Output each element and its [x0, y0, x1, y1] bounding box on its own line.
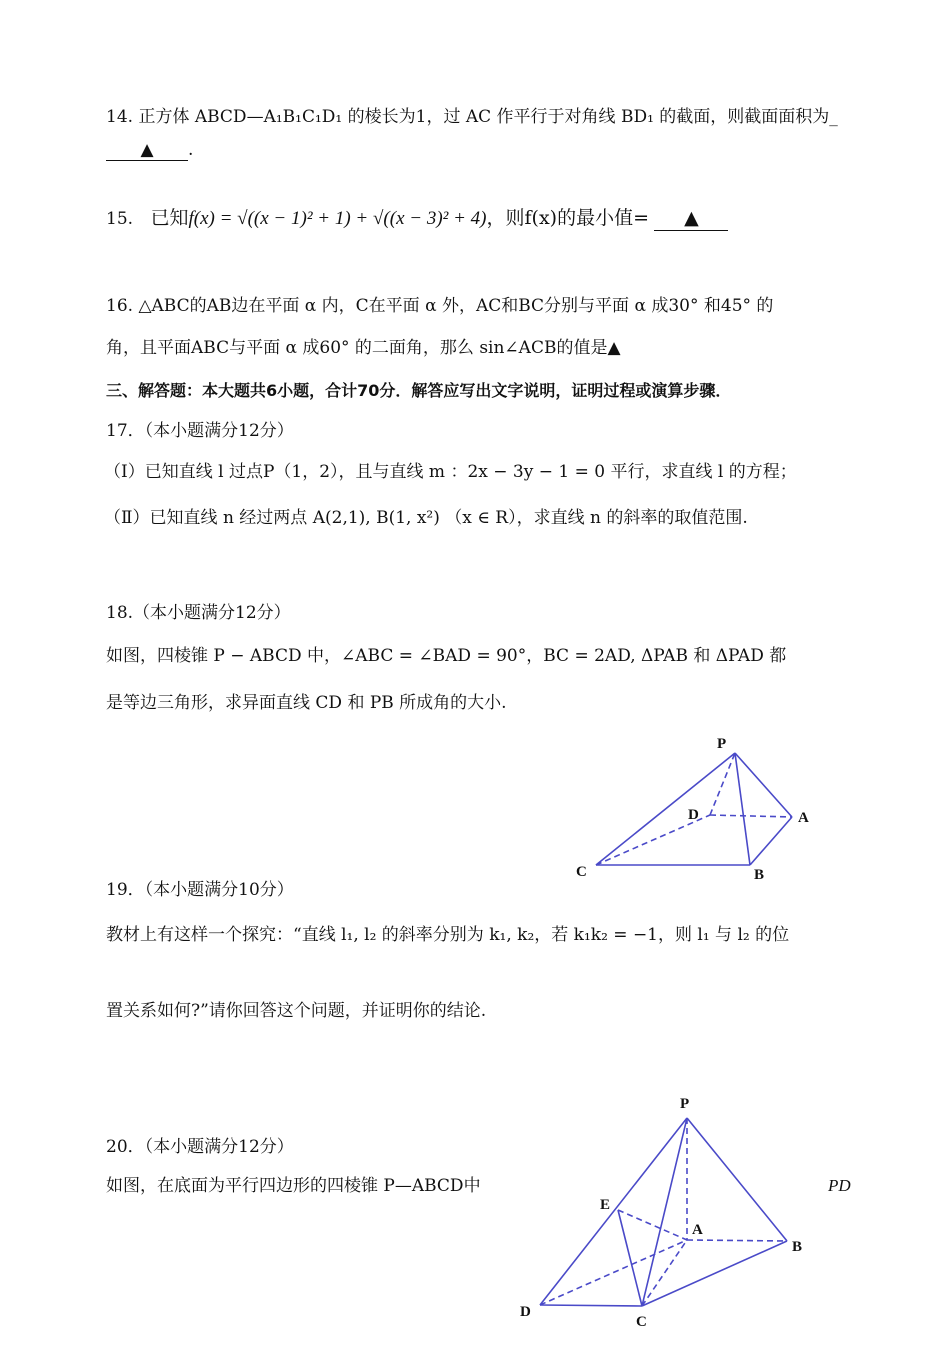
q19-line1: 教材上有这样一个探究：“直线 l₁, l₂ 的斜率分别为 k₁, k₂，若 k₁k₂ = −1，则 l₁ 与 l₂ 的位: [106, 925, 790, 945]
q18-line2: 是等边三角形，求异面直线 CD 和 PB 所成角的大小.: [106, 693, 507, 713]
q15-answer-blank: ▲: [654, 207, 728, 231]
q20-label-e: E: [600, 1197, 611, 1213]
q20-label-c: C: [636, 1314, 647, 1330]
q14-line1: [106, 107, 838, 127]
q18-label-b: B: [754, 867, 765, 883]
q20-line1: 如图，在底面为平行四边形的四棱锥 P—ABCD中: [106, 1176, 481, 1196]
q20-pyramid-figure: [510, 1090, 820, 1335]
section-3-heading: 三、解答题：本大题共6小题，合计70分．解答应写出文字说明，证明过程或演算步骤．: [106, 381, 732, 400]
q18-pyramid-figure: [560, 730, 830, 890]
q20-label-b: B: [792, 1239, 803, 1255]
q16-line2: [106, 338, 621, 358]
q20-cut-text: PD: [828, 1176, 851, 1195]
q15-prefix: 已知: [150, 207, 189, 229]
q14-answer-blank: ▲: [106, 140, 188, 161]
q19-line2: 置关系如何?”请你回答这个问题，并证明你的结论.: [106, 1001, 487, 1021]
q16-line1: 16. △ABC的AB边在平面 α 内，C在平面 α 外，AC和BC分别与平面 α 成30° 和45° 的: [106, 296, 774, 316]
q18-label-p: P: [717, 736, 727, 752]
q16-text: 角，且平面ABC与平面 α 成60° 的二面角，那么 sin∠ACB的值是: [106, 338, 608, 358]
q20-header: 20．（本小题满分12分）: [106, 1137, 294, 1157]
q17-header: 17．（本小题满分12分）: [106, 421, 294, 441]
q14-line2: [106, 140, 193, 161]
q15-formula: f(x) = √((x − 1)² + 1) + √((x − 3)² + 4): [188, 208, 487, 229]
q19-header: 19．（本小题满分10分）: [106, 880, 294, 900]
q17-part1: （Ⅰ）已知直线 l 过点P（1，2），且与直线 m ：2x − 3y − 1 = 0 平行，求直线 l 的方程；: [104, 462, 797, 482]
q18-label-d: D: [688, 807, 699, 823]
q18-header: 18.（本小题满分12分）: [106, 603, 291, 623]
q15-suffix: ，则f(x)的最小值=: [486, 207, 649, 229]
q20-label-p: P: [680, 1096, 690, 1112]
q14-text: 14. 正方体 ABCD—A₁B₁C₁D₁ 的棱长为1，过 AC 作平行于对角线 BD₁ 的截面，则截面面积为_: [106, 107, 838, 127]
q14-end: .: [188, 140, 194, 160]
q20-label-d: D: [520, 1304, 531, 1320]
q18-label-a: A: [798, 810, 809, 826]
q20-label-a: A: [692, 1222, 703, 1238]
q16-answer-blank: ▲: [607, 338, 621, 358]
q17-part2: （Ⅱ）已知直线 n 经过两点 A(2,1), B(1, x²) （x ∈ R），求直线 n 的斜率的取值范围.: [104, 508, 748, 528]
q18-label-c: C: [576, 864, 587, 880]
q18-line1: 如图，四棱锥 P − ABCD 中，∠ABC = ∠BAD = 90°，BC = 2AD, ΔPAB 和 ΔPAD 都: [106, 646, 787, 666]
q15-number: 15.: [106, 209, 134, 229]
q15-line: [106, 207, 728, 231]
